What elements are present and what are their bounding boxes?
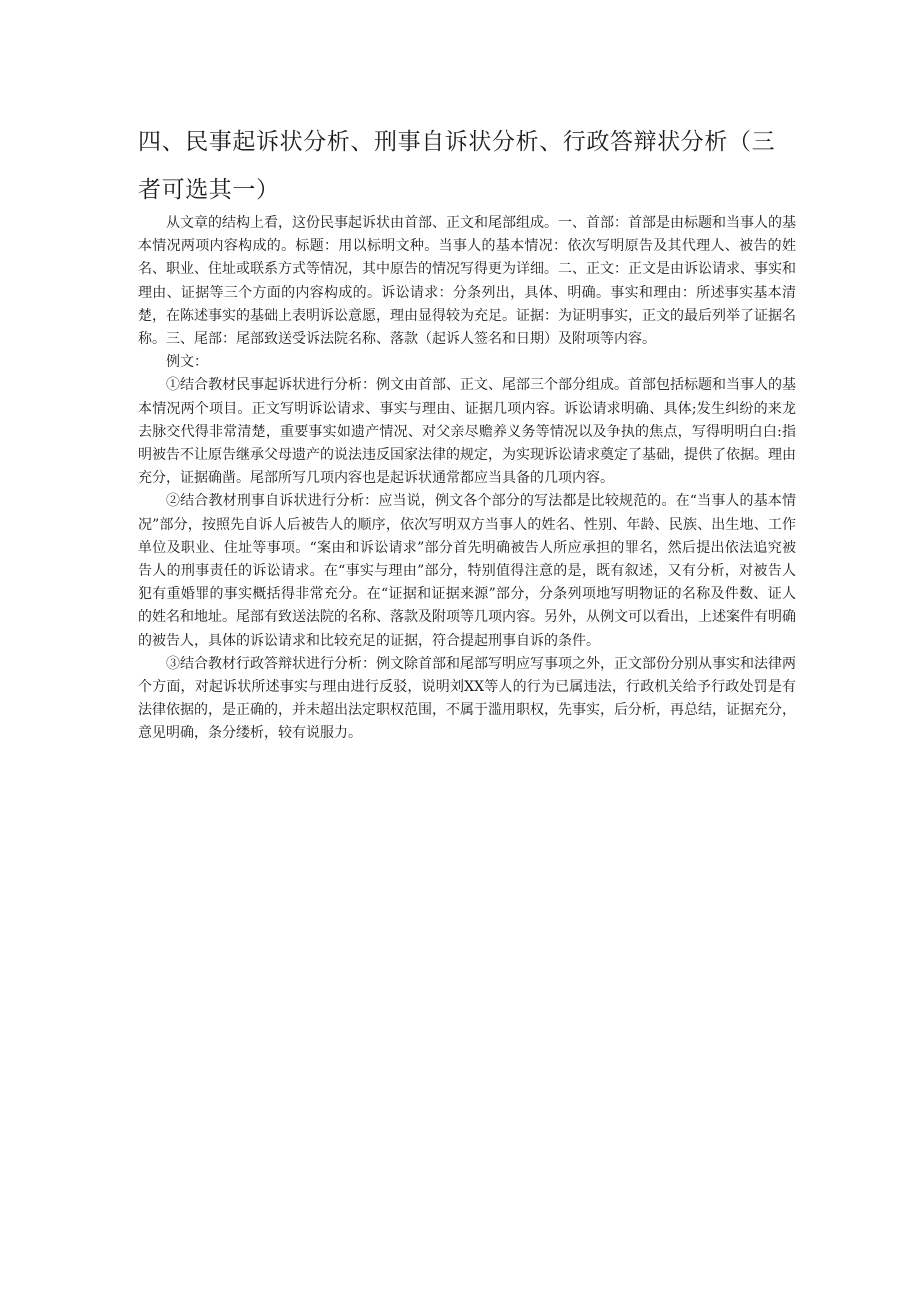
paragraph-structure-overview: 从文章的结构上看，这份民事起诉状由首部、正文和尾部组成。一、首部：首部是由标题和当事人的基本情况两项内容构成的。标题：用以标明文种。当事人的基本情况：依次写明原告及其代理人、被告的姓名、职业、住址或联系方式等情况，其中原告的情况写得更为详细。二、正文：正文是由诉讼请求、事实和理由、证据等三个方面的内容构成的。诉讼请求：分条列出，具体、明确。事实和理由：所述事实基本清楚，在陈述事实的基础上表明诉讼意愿，理由显得较为充足。证据：为证明事实，正文的最后列举了证据名称。三、尾部：尾部致送受诉法院名称、落款（起诉人签名和日期）及附项等内容。: [138, 215, 796, 348]
document-body: [138, 212, 796, 746]
paragraph-criminal-complaint-analysis: ②结合教材刑事自诉状进行分析：应当说，例文各个部分的写法都是比较规范的。在“当事人的基本情况”部分，按照先自诉人后被告人的顺序，依次写明双方当事人的姓名、性别、年龄、民族、出生地、工作单位及职业、住址等事项。“案由和诉讼请求”部分首先明确被告人所应承担的罪名，然后提出依法追究被告人的刑事责任的诉讼请求。在“事实与理由”部分，特别值得注意的是，既有叙述，又有分析，对被告人犯有重婚罪的事实概括得非常充分。在“证据和证据来源”部分，分条列项地写明物证的名称及件数、证人的姓名和地址。尾部有致送法院的名称、落款及附项等几项内容。另外，从例文可以看出，上述案件有明确的被告人，具体的诉讼请求和比较充足的证据，符合提起刑事自诉的条件。: [138, 493, 796, 649]
paragraph-example-label: 例文：: [166, 354, 208, 371]
document-title: 四、民事起诉状分析、刑事自诉状分析、行政答辩状分析（三者可选其一）: [138, 129, 776, 203]
paragraph-administrative-defense-analysis: ③结合教材行政答辩状进行分析：例文除首部和尾部写明应写事项之外，正文部份分别从事实和法律两个方面，对起诉状所述事实与理由进行反驳，说明刘XX等人的行为已属违法，行政机关给予行政处罚是有法律依据的，是正确的，并未超出法定职权范围，不属于滥用职权，先事实，后分析，再总结，证据充分，意见明确，条分缕析，较有说服力。: [138, 655, 796, 742]
paragraph-civil-complaint-analysis: ①结合教材民事起诉状进行分析：例文由首部、正文、尾部三个部分组成。首部包括标题和当事人的基本情况两个项目。正文写明诉讼请求、事实与理由、证据几项内容。诉讼请求明确、具体;发生纠纷的来龙去脉交代得非常清楚，重要事实如遗产情况、对父亲尽赡养义务等情况以及争执的焦点，写得明明白白:指明被告不让原告继承父母遗产的说法违反国家法律的规定，为实现诉讼请求奠定了基础，提供了依据。理由充分，证据确凿。尾部所写几项内容也是起诉状通常都应当具备的几项内容。: [138, 377, 796, 487]
